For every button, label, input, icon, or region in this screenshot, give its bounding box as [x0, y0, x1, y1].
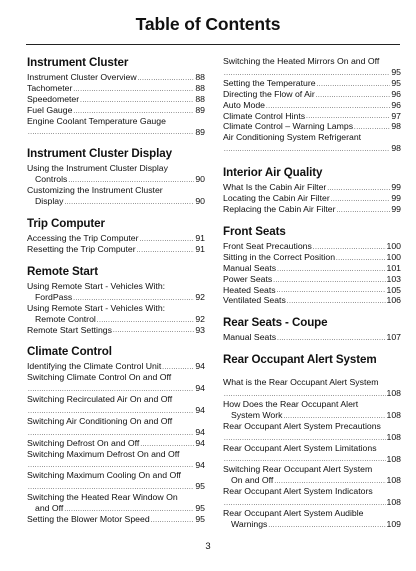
toc-entry-text: Customizing the Instrument Cluster — [27, 185, 163, 196]
toc-entry-text: Accessing the Trip Computer — [27, 233, 139, 244]
toc-entry-line — [223, 519, 401, 530]
toc-entry[interactable] — [27, 244, 205, 255]
dot-leader — [68, 177, 194, 185]
toc-entry-page: 99 — [391, 203, 401, 214]
toc-entry-text: Switching Rear Occupant Alert System — [223, 464, 373, 475]
dot-leader — [138, 75, 195, 83]
toc-entry-page: 95 — [391, 77, 401, 88]
dot-leader — [28, 484, 194, 492]
toc-right-column — [223, 56, 401, 530]
toc-entry-line — [27, 383, 205, 394]
toc-entry-text: Fuel Gauge — [27, 104, 73, 115]
toc-entry-page: 95 — [391, 66, 401, 77]
toc-entry-page: 95 — [195, 503, 205, 514]
toc-section — [27, 56, 205, 137]
toc-entry[interactable] — [223, 182, 401, 193]
toc-entry-line — [27, 427, 205, 438]
toc-entry[interactable] — [27, 361, 205, 372]
dot-leader — [162, 364, 194, 372]
dot-leader — [327, 185, 390, 193]
toc-section — [223, 166, 401, 215]
toc-entry[interactable] — [223, 121, 401, 132]
toc-entry-page: 109 — [386, 519, 401, 529]
toc-entry-text: Front Seat Precautions — [223, 240, 312, 251]
toc-entry-text: Using the Instrument Cluster Display — [27, 163, 168, 174]
dot-leader — [268, 522, 385, 530]
dot-leader — [151, 517, 195, 525]
dot-leader — [337, 207, 391, 215]
toc-entry-page: 95 — [195, 514, 205, 525]
toc-entry-text: Climate Control Hints — [223, 110, 306, 121]
dot-leader — [317, 81, 391, 89]
toc-entry[interactable] — [223, 111, 401, 122]
toc-entry-line — [223, 475, 401, 486]
toc-entry[interactable] — [27, 416, 205, 438]
toc-entry[interactable] — [223, 132, 401, 154]
toc-section-title: Trip Computer — [27, 217, 105, 231]
dot-leader — [316, 92, 391, 100]
dot-leader — [64, 506, 194, 514]
toc-entry-line — [27, 292, 205, 303]
toc-entry-page: 108 — [386, 409, 401, 420]
toc-entry-text: Switching Recirculated Air On and Off — [27, 394, 173, 405]
toc-entry-page: 94 — [195, 383, 205, 394]
toc-entry-text: Setting the Blower Motor Speed — [27, 514, 150, 525]
toc-entry-page: 97 — [391, 110, 401, 121]
toc-entry-text: Identifying the Climate Control Unit — [27, 361, 162, 372]
toc-entry-page: 88 — [195, 93, 205, 104]
toc-entry-text: Instrument Cluster Overview — [27, 72, 137, 82]
toc-entry-text: Switching Maximum Cooling On and Off — [27, 470, 181, 481]
toc-entry-text: Switching Maximum Defrost On and Off — [27, 448, 180, 459]
dot-leader — [224, 500, 386, 508]
toc-entry-page: 89 — [195, 126, 205, 137]
dot-leader — [97, 317, 194, 325]
toc-entry-page: 94 — [195, 426, 205, 437]
toc-section — [223, 56, 401, 154]
toc-entry[interactable] — [27, 281, 205, 303]
toc-entry-text: Using Remote Start - Vehicles With: — [27, 302, 166, 313]
toc-entry-text: Power Seats — [223, 273, 273, 284]
toc-entry-page: 94 — [195, 437, 205, 448]
dot-leader — [224, 70, 390, 78]
toc-section — [223, 316, 401, 343]
toc-section — [27, 265, 205, 336]
toc-entry-page: 101 — [386, 262, 401, 273]
toc-entry[interactable] — [27, 438, 205, 449]
dot-leader — [28, 430, 194, 438]
toc-entry[interactable] — [223, 100, 401, 111]
toc-entry[interactable] — [27, 514, 205, 525]
toc-entry-page: 93 — [195, 324, 205, 335]
toc-entry-page: 88 — [195, 82, 205, 93]
toc-entry-text: Manual Seats — [223, 332, 277, 343]
dot-leader — [287, 298, 386, 306]
toc-entry[interactable] — [27, 449, 205, 471]
toc-entry-text: Sitting in the Correct Position — [223, 251, 336, 262]
toc-entry-page: 106 — [386, 295, 401, 306]
toc-entry[interactable] — [223, 332, 401, 343]
toc-entry-text: What is the Rear Occupant Alert System — [223, 377, 379, 388]
toc-entry-line — [223, 497, 401, 508]
toc-entry[interactable] — [27, 116, 205, 138]
toc-entry-line — [27, 314, 205, 325]
toc-entry-line — [27, 127, 205, 138]
toc-section-title: Climate Control — [27, 345, 112, 359]
dot-leader — [73, 86, 194, 94]
toc-entry-page: 92 — [195, 313, 205, 324]
toc-entry-text: Auto Mode — [223, 99, 266, 110]
toc-entry[interactable] — [27, 394, 205, 416]
toc-entry[interactable] — [27, 372, 205, 394]
toc-entry-text: On and Off — [231, 475, 274, 486]
toc-entry-text: Warnings — [231, 519, 268, 529]
toc-entry-page: 105 — [386, 284, 401, 295]
toc-entry-page: 90 — [195, 174, 205, 185]
toc-entry-text: Locating the Cabin Air Filter — [223, 193, 330, 204]
toc-entry-text: Remote Start Settings — [27, 324, 112, 335]
toc-entry-text: Controls — [35, 174, 68, 185]
toc-entry[interactable] — [27, 72, 205, 83]
toc-entry[interactable] — [27, 303, 205, 325]
toc-entry-line — [27, 196, 205, 207]
dot-leader — [284, 413, 386, 421]
toc-entry-page: 94 — [195, 459, 205, 470]
toc-entry-line — [223, 432, 401, 443]
toc-entry-text: Rear Occupant Alert System Audible — [223, 508, 364, 519]
dot-leader — [224, 391, 386, 399]
toc-entry-line — [223, 410, 401, 421]
toc-entry-text: System Work — [231, 409, 283, 420]
toc-entry-text: Remote Control — [35, 313, 96, 324]
toc-entry-page: 103 — [386, 273, 401, 284]
toc-entry-page: 92 — [195, 291, 205, 302]
dot-leader — [80, 97, 194, 105]
toc-entry-text: Replacing the Cabin Air Filter — [223, 203, 336, 214]
toc-entry-text: Switching Air Conditioning On and Off — [27, 415, 173, 426]
toc-section — [223, 225, 401, 306]
toc-entry-page: 95 — [195, 481, 205, 492]
toc-section-title: Front Seats — [223, 224, 286, 238]
toc-entry[interactable] — [223, 486, 401, 508]
toc-entry-text: Engine Coolant Temperature Gauge — [27, 115, 166, 126]
dot-leader — [73, 295, 194, 303]
toc-entry[interactable] — [223, 443, 401, 465]
toc-entry[interactable] — [223, 193, 401, 204]
toc-entry-page: 108 — [386, 431, 401, 442]
toc-entry-text: Switching Climate Control On and Off — [27, 372, 172, 383]
dot-leader — [224, 146, 390, 154]
toc-entry-text: Using Remote Start - Vehicles With: — [27, 280, 166, 291]
toc-entry[interactable] — [223, 274, 401, 285]
dot-leader — [306, 113, 390, 121]
toc-entry-text: Switching the Heated Rear Window On — [27, 492, 178, 503]
dot-leader — [313, 244, 386, 252]
toc-entry-page: 91 — [195, 243, 205, 254]
toc-entry-line — [27, 174, 205, 185]
toc-entry-line — [27, 481, 205, 492]
toc-entry-text: Heated Seats — [223, 284, 276, 295]
toc-entry[interactable] — [27, 94, 205, 105]
dot-leader — [140, 236, 195, 244]
page-title: Table of Contents — [135, 14, 281, 34]
toc-entry[interactable] — [223, 263, 401, 274]
toc-section — [27, 217, 205, 255]
toc-entry[interactable] — [27, 470, 205, 492]
dot-leader — [266, 103, 390, 111]
toc-entry[interactable] — [27, 325, 205, 336]
toc-entry-line — [27, 405, 205, 416]
toc-entry-page: 107 — [386, 332, 401, 343]
toc-entry-text: How Does the Rear Occupant Alert — [223, 399, 359, 410]
toc-entry-line — [223, 454, 401, 465]
dot-leader — [28, 408, 194, 416]
dot-leader — [137, 247, 195, 255]
toc-entry-text: Climate Control – Warning Lamps — [223, 121, 354, 132]
toc-entry[interactable] — [27, 185, 205, 207]
toc-entry-text: Rear Occupant Alert System Indicators — [223, 486, 373, 497]
toc-entry[interactable] — [223, 399, 401, 421]
toc-section-title: Remote Start — [27, 264, 98, 278]
toc-entry-text: What Is the Cabin Air Filter — [223, 182, 327, 193]
toc-section-title: Interior Air Quality — [223, 166, 323, 180]
toc-section-title: Instrument Cluster Display — [27, 147, 172, 161]
toc-entry-line — [27, 503, 205, 514]
toc-entry-page: 108 — [386, 497, 401, 508]
toc-entry-page: 91 — [195, 233, 205, 244]
toc-entry-page: 88 — [195, 72, 205, 82]
dot-leader — [273, 277, 385, 285]
toc-entry[interactable] — [27, 163, 205, 185]
toc-entry-page: 90 — [195, 196, 205, 207]
toc-entry[interactable] — [223, 89, 401, 100]
dot-leader — [65, 199, 195, 207]
toc-entry-line — [27, 460, 205, 471]
toc-entry-text: Switching the Heated Mirrors On and Off — [223, 56, 380, 66]
toc-entry[interactable] — [223, 508, 401, 530]
toc-entry-page: 98 — [391, 143, 401, 154]
toc-section-title: Instrument Cluster — [27, 56, 129, 69]
toc-entry-page: 108 — [386, 453, 401, 464]
toc-entry-text: Directing the Flow of Air — [223, 88, 315, 99]
dot-leader — [336, 255, 385, 263]
toc-entry[interactable] — [223, 377, 401, 399]
toc-entry-text: Air Conditioning System Refrigerant — [223, 132, 362, 143]
toc-entry-page: 99 — [391, 193, 401, 204]
toc-section — [27, 147, 205, 207]
toc-entry-page: 100 — [386, 240, 401, 251]
toc-entry[interactable] — [223, 464, 401, 486]
toc-entry-page: 94 — [195, 361, 205, 372]
toc-entry-page: 100 — [386, 251, 401, 262]
toc-entry-page: 99 — [391, 182, 401, 193]
dot-leader — [354, 124, 390, 132]
toc-section-title: Rear Seats - Coupe — [223, 316, 328, 330]
toc-entry-line — [223, 388, 401, 399]
toc-entry-text: Ventilated Seats — [223, 295, 286, 306]
toc-entry[interactable] — [223, 295, 401, 306]
toc-entry[interactable] — [223, 204, 401, 215]
toc-entry[interactable] — [223, 252, 401, 263]
toc-entry[interactable] — [223, 241, 401, 252]
toc-entry[interactable] — [27, 105, 205, 116]
toc-entry-page: 108 — [386, 388, 401, 399]
toc-entry-text: Manual Seats — [223, 262, 277, 273]
toc-entry-page: 108 — [386, 475, 401, 486]
dot-leader — [28, 129, 194, 137]
toc-entry-text: and Off — [35, 503, 64, 514]
toc-entry-text: Setting the Temperature — [223, 77, 316, 88]
dot-leader — [113, 327, 194, 335]
toc-entry[interactable] — [27, 83, 205, 94]
toc-entry-page: 96 — [391, 88, 401, 99]
toc-entry[interactable] — [27, 492, 205, 514]
toc-section-title: Rear Occupant Alert System — [223, 353, 377, 367]
toc-section — [27, 345, 205, 525]
toc-section — [223, 353, 401, 530]
toc-entry-line — [223, 143, 401, 154]
dot-leader — [28, 386, 194, 394]
dot-leader — [28, 462, 194, 470]
toc-entry-text: Rear Occupant Alert System Limitations — [223, 442, 377, 453]
toc-entry-text: Resetting the Trip Computer — [27, 243, 136, 254]
toc-entry-text: Rear Occupant Alert System Precautions — [223, 420, 381, 431]
toc-entry[interactable] — [223, 78, 401, 89]
toc-entry-text: Switching Defrost On and Off — [27, 437, 140, 448]
toc-entry-text: Display — [35, 196, 64, 207]
dot-leader — [73, 108, 194, 116]
dot-leader — [277, 335, 385, 343]
dot-leader — [277, 287, 386, 295]
dot-leader — [274, 478, 385, 486]
toc-left-column — [27, 56, 205, 525]
toc-entry[interactable] — [223, 285, 401, 296]
toc-entry-line — [223, 67, 401, 78]
toc-entry-text: Speedometer — [27, 93, 80, 104]
toc-entry-page: 98 — [391, 121, 401, 132]
toc-entry-page: 89 — [195, 104, 205, 115]
dot-leader — [140, 441, 194, 449]
toc-entry-page: 96 — [391, 99, 401, 110]
toc-entry-page: 94 — [195, 405, 205, 416]
toc-entry[interactable] — [223, 421, 401, 443]
page-number: 3 — [205, 541, 211, 552]
toc-entry[interactable] — [27, 233, 205, 244]
toc-entry-text: Tachometer — [27, 82, 73, 93]
dot-leader — [277, 266, 385, 274]
toc-entry-text: FordPass — [35, 291, 73, 302]
dot-leader — [224, 456, 386, 464]
toc-entry[interactable] — [223, 56, 401, 78]
dot-leader — [224, 435, 386, 443]
dot-leader — [331, 196, 391, 204]
title-divider — [26, 44, 400, 45]
